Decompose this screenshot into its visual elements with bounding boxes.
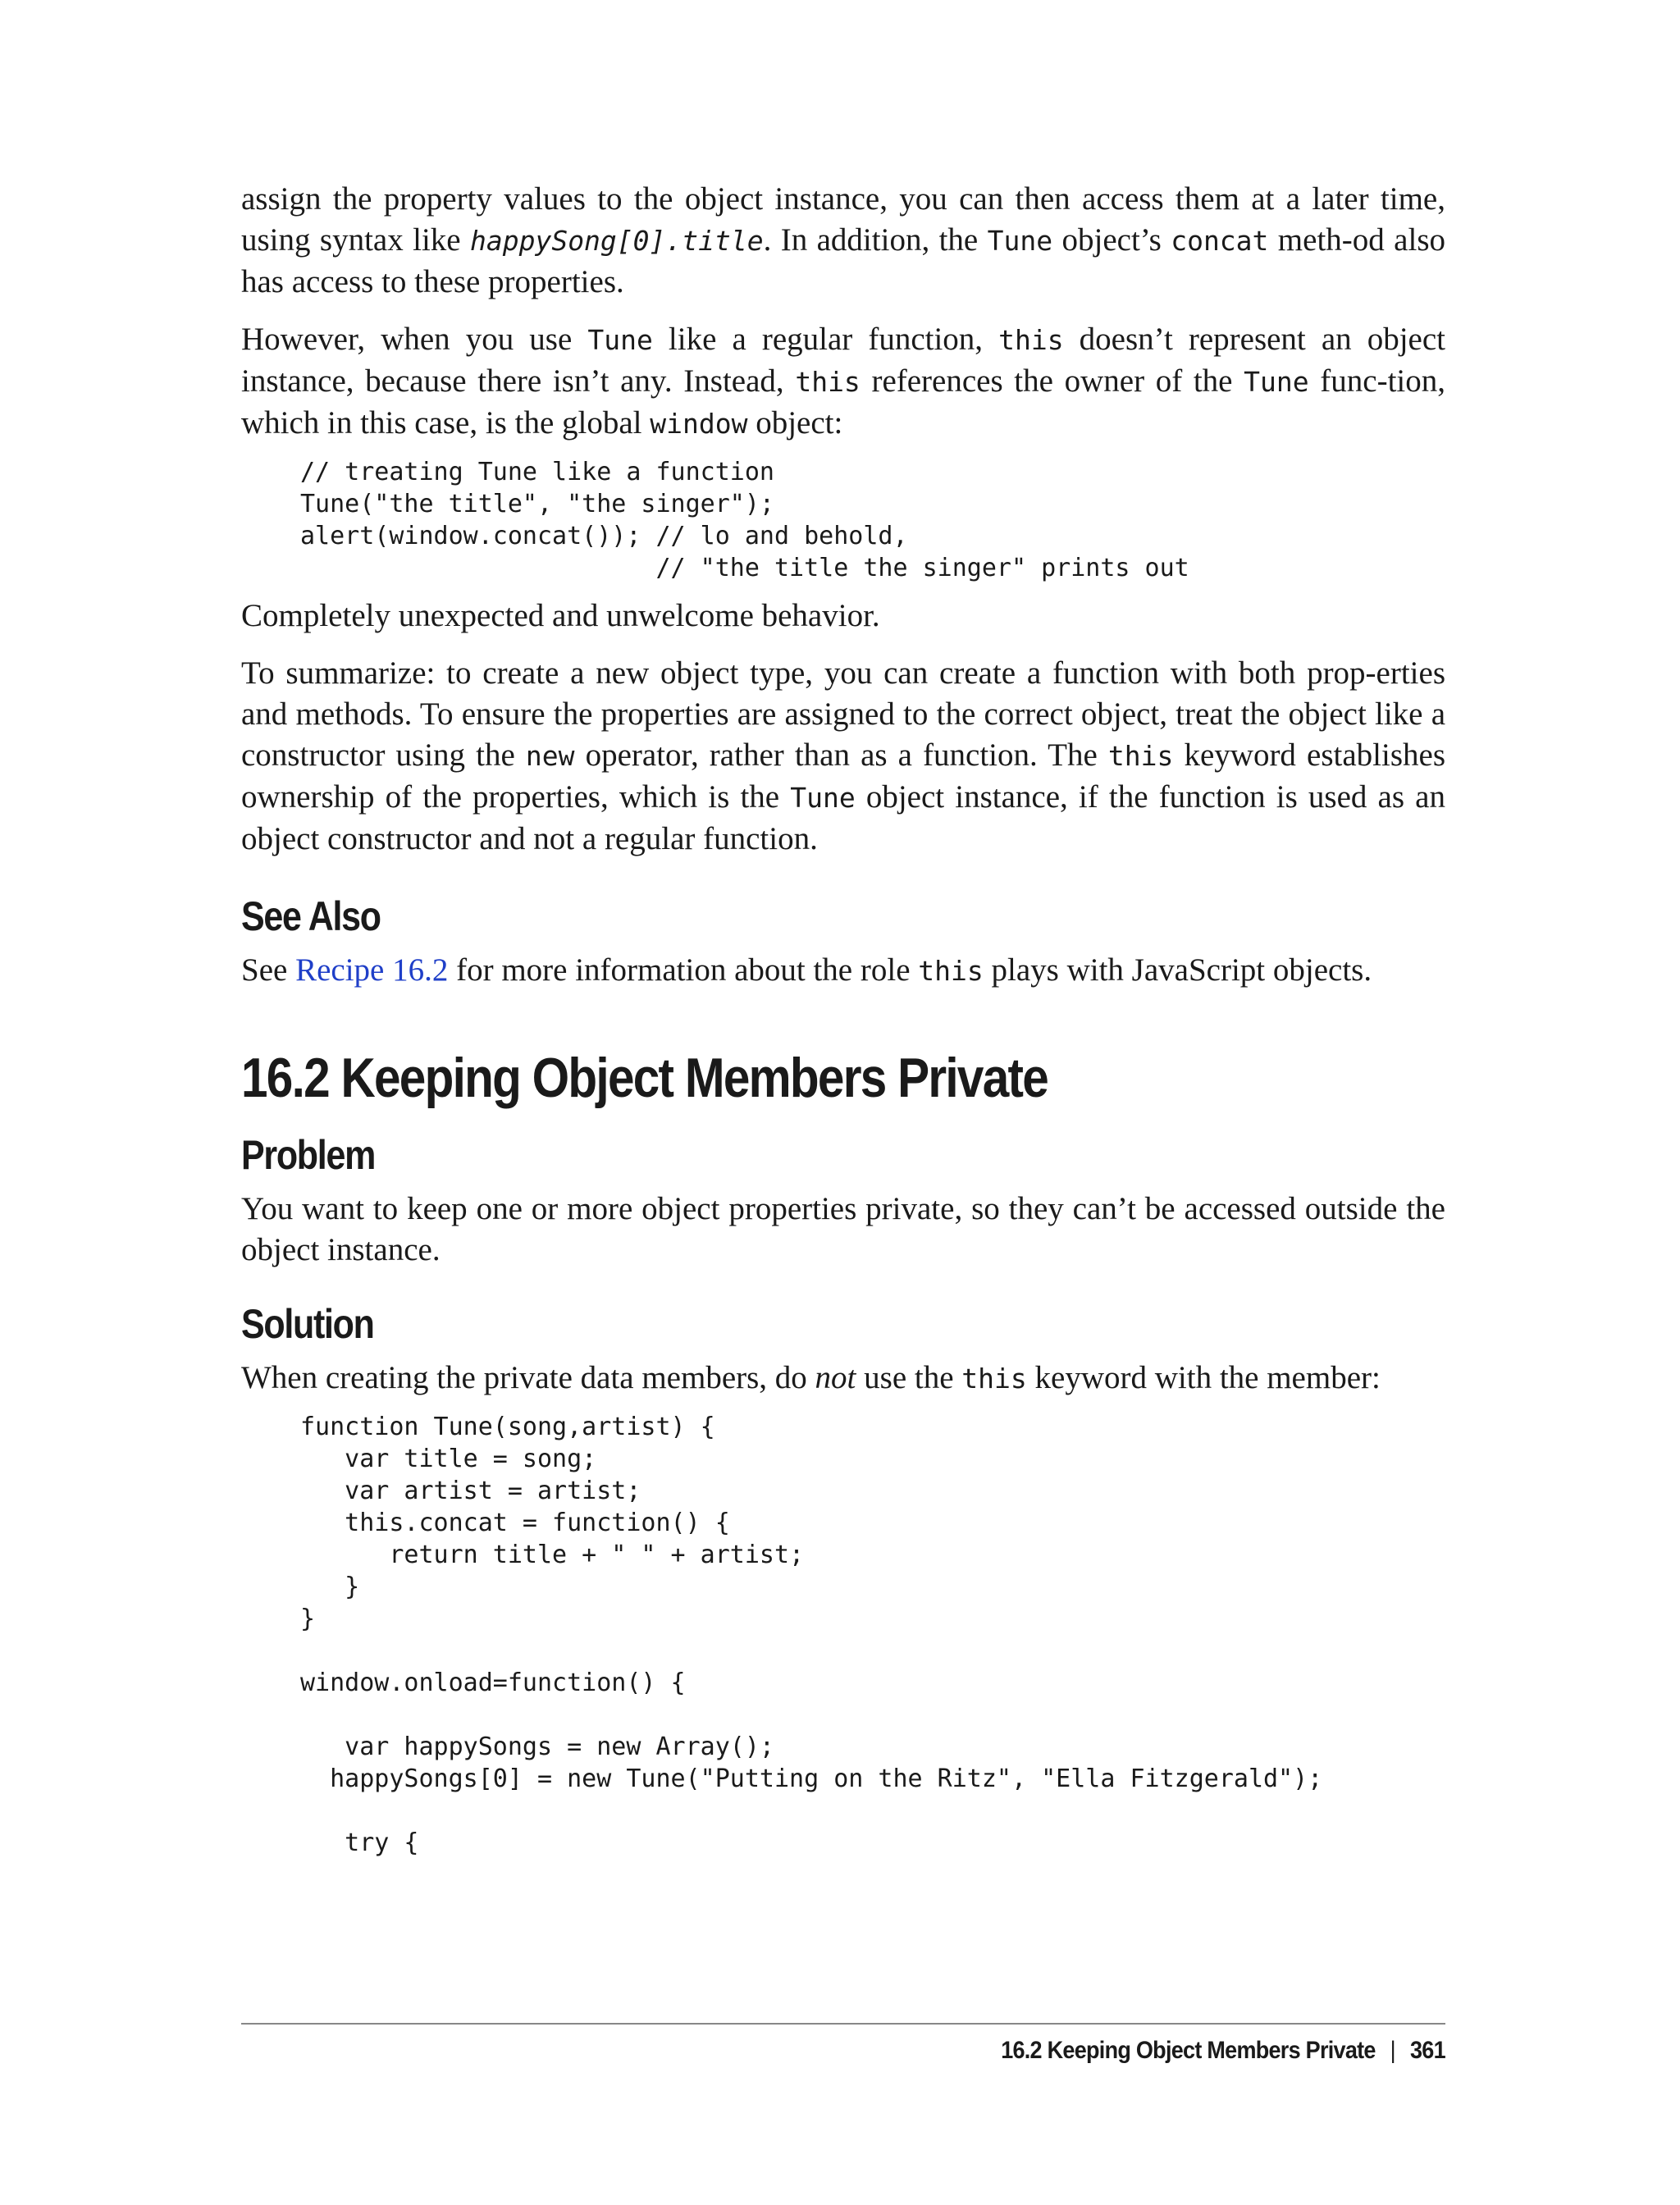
paragraph-summary <box>241 653 1445 860</box>
heading-see-also: See Also <box>241 893 381 939</box>
text: doesn’t represent an object instance, because there isn’t any. Instead, <box>241 322 1445 399</box>
text: use the <box>856 1360 962 1395</box>
text: func-tion, which in this case, is the global <box>241 363 1445 441</box>
text: To summarize: to create a new object type, you can create a function with both prop-erties and methods. To ensure the properties are assigned to the correct object, treat the object like a constructor using the <box>241 655 1445 773</box>
text: plays with JavaScript objects. <box>983 952 1372 988</box>
text: . In addition, the <box>763 222 988 258</box>
page-body <box>241 179 1445 1870</box>
text: references the owner of the <box>860 363 1244 399</box>
inline-code: this <box>961 1363 1027 1395</box>
inline-code: Tune <box>987 225 1053 257</box>
text: See <box>241 952 296 988</box>
text: keyword establishes ownership of the properties, which is the <box>241 737 1445 815</box>
text: meth-od also has access to these properties. <box>241 222 1445 299</box>
inline-code: Tune <box>790 782 856 814</box>
inline-code: this <box>998 324 1064 356</box>
inline-code: new <box>525 740 575 772</box>
text: When creating the private data members, do <box>241 1360 815 1395</box>
inline-code: this <box>1107 740 1174 772</box>
paragraph-problem: You want to keep one or more object properties private, so they can’t be accessed outside the object instance. <box>241 1191 1445 1267</box>
inline-code: Tune <box>1244 366 1309 398</box>
emphasis: not <box>815 1360 856 1395</box>
inline-code: Tune <box>587 324 653 356</box>
heading-solution: Solution <box>241 1301 374 1347</box>
section-title: 16.2 Keeping Object Members Private <box>241 1047 1048 1109</box>
paragraph-see-also <box>241 950 1445 992</box>
text: object instance, if the function is used as an object constructor and not a regular function. <box>241 779 1445 856</box>
text: operator, rather than as a function. The <box>574 737 1108 773</box>
text: keyword with the member: <box>1026 1360 1381 1395</box>
paragraph-intro <box>241 179 1445 303</box>
running-footer <box>1001 2033 1445 2069</box>
heading-problem: Problem <box>241 1132 376 1178</box>
inline-code: this <box>795 366 861 398</box>
inline-code: window <box>650 408 748 440</box>
text: assign the property values to the object instance, you can then access them at a later time, using syntax like <box>241 181 1445 258</box>
inline-code: happySong[0].title <box>469 225 764 257</box>
code-block-private-members: function Tune(song,artist) { var title = song; var artist = artist; this.concat = function() { return title + " " + artist; } } window.onload=function() { var happySongs = new Array(); happySongs[0] = new Tune("Putting on the Ritz", "Ella Fitzgerald"); try { <box>300 1413 1323 1857</box>
footer-title: 16.2 Keeping Object Members Private <box>1001 2037 1376 2064</box>
text: object: <box>747 405 843 441</box>
footer-separator: | <box>1390 2037 1396 2064</box>
paragraph-function-call <box>241 319 1445 445</box>
recipe-link[interactable]: Recipe 16.2 <box>295 952 449 988</box>
text: for more information about the role <box>448 952 919 988</box>
text: object’s <box>1052 222 1171 258</box>
footer-rule <box>241 2023 1445 2025</box>
text: like a regular function, <box>652 322 999 357</box>
code-block-tune-function: // treating Tune like a function Tune("the title", "the singer"); alert(window.concat()); // lo and behold, // "the title the singer" prints out <box>300 458 1189 582</box>
inline-code: this <box>918 955 984 987</box>
inline-code: concat <box>1171 225 1269 257</box>
paragraph-solution <box>241 1358 1445 1399</box>
paragraph-unexpected: Completely unexpected and unwelcome behavior. <box>241 598 880 633</box>
page-number: 361 <box>1410 2037 1445 2064</box>
text: However, when you use <box>241 322 588 357</box>
